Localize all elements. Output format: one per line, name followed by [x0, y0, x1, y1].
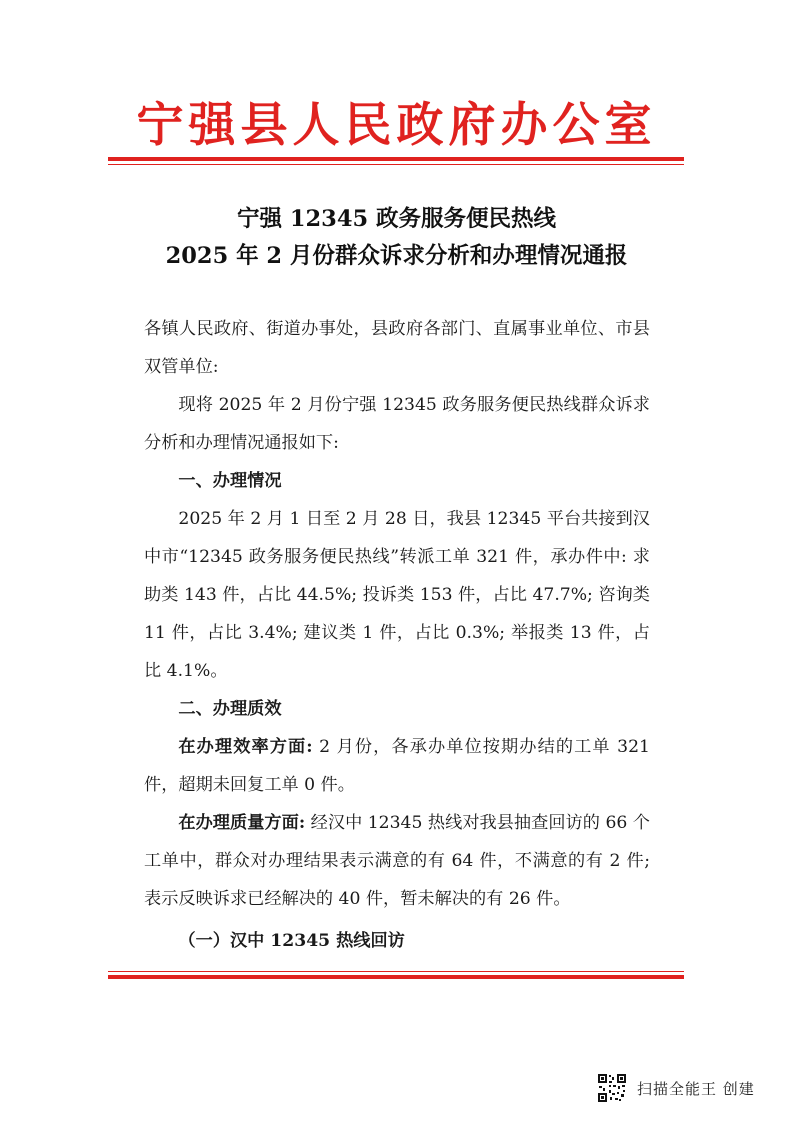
watermark-text: 扫描全能王 创建	[637, 1079, 755, 1098]
document-title-line2: 2025 年 2 月份群众诉求分析和办理情况通报	[165, 243, 628, 269]
subsection-heading: （一）汉中 12345 热线回访	[178, 931, 405, 951]
letterhead-rule-thick	[108, 157, 684, 161]
section1-paragraph: 2025 年 2 月 1 日至 2 月 28 日，我县 12345 平台共接到汉中市“12345 政务服务便民热线”转派工单 321 件，承办件中: 求助类 143 件，占比 44.5%; 投诉类 153 件，占比 47.7%; 咨询类 11 件，占比 3.4%; 建议类 1 件，占比 0.3%; 举报类 13 件，占比 4.1%。	[144, 509, 650, 681]
document-title-line1: 宁强 12345 政务服务便民热线	[237, 206, 556, 232]
section1-heading: 一、办理情况	[178, 471, 282, 491]
letterhead-title: 宁强县人民政府办公室	[136, 98, 657, 153]
quality-paragraph	[144, 804, 650, 918]
addressee: 各镇人民政府、街道办事处，县政府各部门、直属事业单位、市县双管单位:	[144, 319, 650, 377]
quality-lead: 在办理质量方面:	[178, 813, 306, 833]
intro-paragraph: 现将 2025 年 2 月份宁强 12345 政务服务便民热线群众诉求分析和办理情况通报如下:	[144, 395, 650, 453]
scanner-watermark	[597, 1070, 755, 1106]
letterhead-rule-thin	[108, 164, 684, 165]
section2-heading: 二、办理质效	[178, 699, 282, 719]
qr-code-icon	[597, 1073, 627, 1103]
efficiency-lead: 在办理效率方面:	[178, 737, 313, 757]
footer-rule-thin	[108, 971, 684, 972]
efficiency-text: 2 月份，各承办单位按期办结的工单 321 件，超期未回复工单 0 件。	[144, 737, 650, 795]
quality-text: 经汉中 12345 热线对我县抽查回访的 66 个工单中，群众对办理结果表示满意的有 64 件，不满意的有 2 件; 表示反映诉求已经解决的 40 件，暂未解决的有 26 件。	[144, 813, 650, 909]
document-body	[144, 310, 650, 960]
footer-rule-thick	[108, 975, 684, 979]
efficiency-paragraph	[144, 728, 650, 804]
